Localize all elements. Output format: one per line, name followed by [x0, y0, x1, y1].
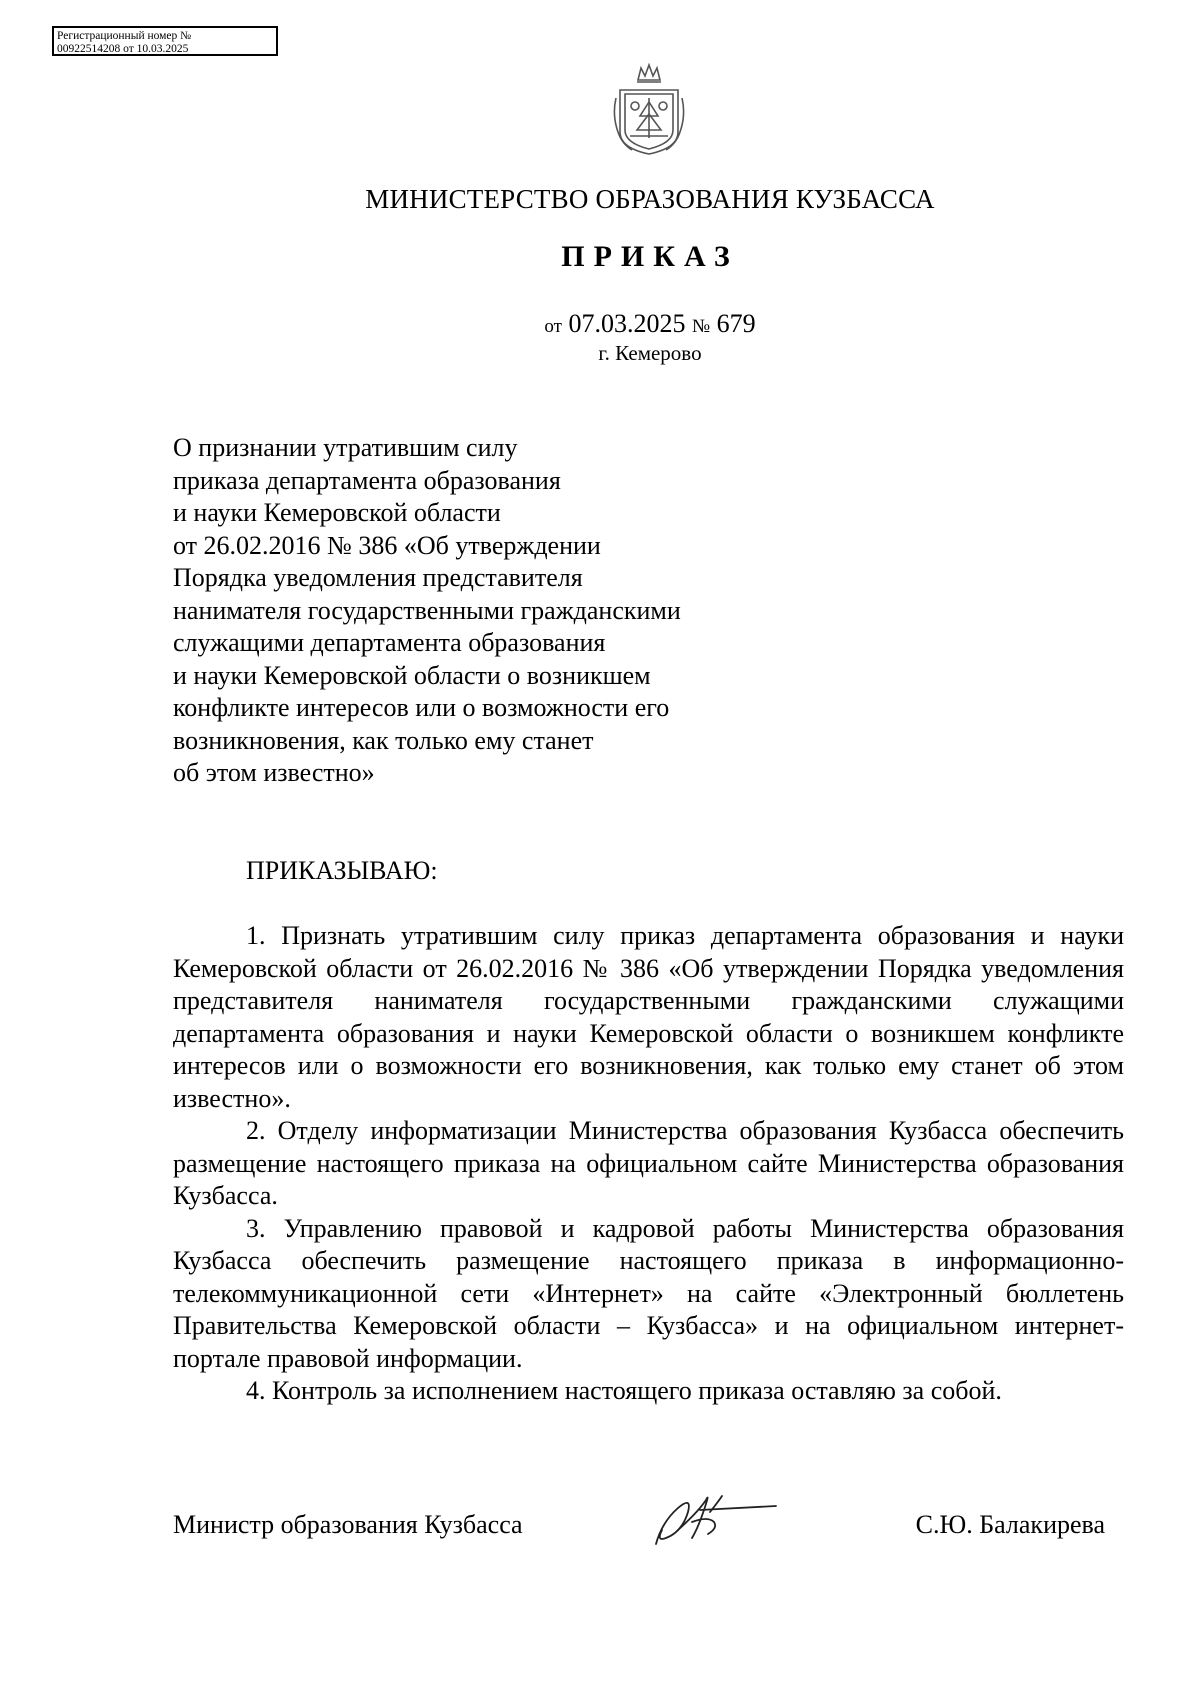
order-items: [173, 920, 1124, 1408]
ministry-title: МИНИСТЕРСТВО ОБРАЗОВАНИЯ КУЗБАССА: [365, 184, 935, 214]
subject-line: от 26.02.2016 № 386 «Об утверждении: [173, 530, 601, 560]
subject-line: об этом известно»: [173, 758, 375, 787]
number-sign: №: [691, 316, 711, 337]
signatory-name: С.Ю. Балакирева: [915, 1510, 1105, 1539]
order-item-2: 2. Отделу информатизации Министерства образования Кузбасса обеспечить размещение настоящего приказа на официальном сайте Министерства образования Кузбасса.: [173, 1116, 1124, 1210]
subject-line: приказа департамента образования: [173, 465, 561, 495]
subject-line: конфликте интересов или о возможности его: [173, 693, 670, 722]
document-number: 679: [716, 309, 756, 338]
document-date: 07.03.2025: [568, 309, 686, 338]
subject-line: О признании утратившим силу: [173, 433, 518, 462]
subject-line: и науки Кемеровской области: [173, 498, 501, 527]
registration-stamp: [52, 26, 278, 56]
subject-line: и науки Кемеровской области о возникшем: [173, 660, 651, 690]
order-item-3: 3. Управлению правовой и кадровой работы Министерства образования Кузбасса обеспечить размещение настоящего приказа в информационно-телекоммуникационной сети «Интернет» на сайте «Электронный бюллетень Правительства Кемеровской области – Кузбасса» и на официальном интернет-портале правовой информации.: [173, 1213, 1124, 1373]
order-keyword: ПРИКАЗЫВАЮ:: [246, 856, 438, 885]
kuzbass-coat-of-arms-icon: [610, 60, 688, 158]
subject-line: Порядка уведомления представителя: [173, 563, 583, 592]
document-subject: [173, 432, 793, 790]
subject-line: служащими департамента образования: [173, 628, 606, 657]
signatory-position: Министр образования Кузбасса: [173, 1510, 523, 1539]
handwritten-signature: [648, 1482, 778, 1550]
order-item-1: 1. Признать утратившим силу приказ департамента образования и науки Кемеровской области от 26.02.2016 № 386 «Об утверждении Порядка уведомления представителя нанимателя государственными гражданскими служащими департамента образования и науки Кемеровской области о возникшем конфликте интересов или о возможности его возникновения, как только ему станет об этом известно».: [173, 921, 1124, 1113]
document-date-number: [0, 309, 1200, 339]
registration-stamp-line1: Регистрационный номер №: [57, 30, 192, 42]
subject-line: возникновения, как только ему станет: [173, 725, 594, 755]
date-prefix: от: [544, 316, 562, 337]
registration-stamp-line2: 00922514208 от 10.03.2025: [57, 42, 189, 55]
order-item-4: 4. Контроль за исполнением настоящего приказа оставляю за собой.: [246, 1376, 1002, 1405]
subject-line: нанимателя государственными гражданскими: [173, 595, 681, 625]
document-city: г. Кемерово: [598, 341, 702, 365]
document-type: ПРИКАЗ: [561, 240, 739, 273]
